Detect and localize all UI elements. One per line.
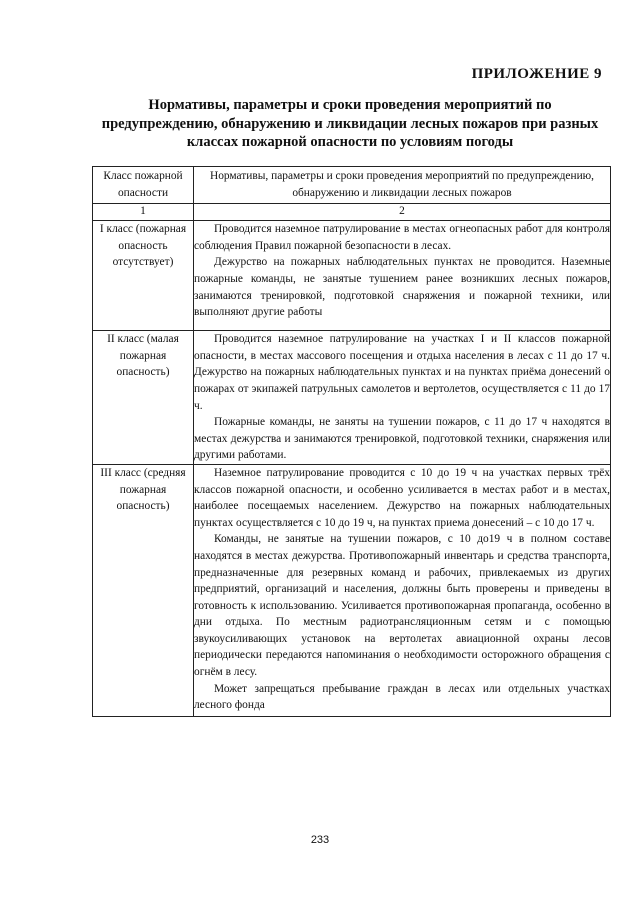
danger-class-cell (93, 464, 194, 716)
danger-class-label: II класс (малая пожарная опасность) (107, 333, 179, 379)
table-row (93, 464, 611, 716)
document-title: Нормативы, параметры и сроки проведения мероприятий по предупреждению, обнаружению и ликвидации лесных пожаров при разных классах пожарной опасности по условиям погоды (101, 97, 599, 150)
fire-danger-table (92, 166, 611, 717)
page-number: 233 (310, 834, 330, 846)
measures-paragraph: Наземное патрулирование проводится с 10 до 19 ч на участках первых трёх классов пожарной опасности, и особенно усиливается в местах работ и в местах, наиболее посещаемых населением. Дежурство на пожарных наблюдательных пунктах осуществляется с 10 до 19 ч, на пунктах приема донесений – с 10 до 17 ч. (194, 466, 610, 529)
header-class-cell (93, 167, 194, 204)
header-class-text: Класс пожарной опасности (103, 170, 183, 199)
table-header-row (93, 167, 611, 204)
danger-class-label: III класс (средняя пожарная опасность) (100, 466, 186, 513)
measures-cell (194, 221, 611, 331)
header-norms-text: Нормативы, параметры и сроки проведения мероприятий по предупреждению, обнаружению и ликвидации лесных пожаров (209, 170, 595, 199)
measures-paragraph: Проводится наземное патрулирование в местах огнеопасных работ для контроля соблюдения Правил пожарной безопасности в лесах. (194, 223, 610, 252)
measures-cell (194, 464, 611, 716)
danger-class-cell (93, 331, 194, 465)
measures-paragraph: Пожарные команды, не заняты на тушении пожаров, с 11 до 17 ч находятся в местах дежурства и занимаются тренировкой, подготовкой техники, снаряжения или другими работами. (194, 416, 610, 462)
appendix-label: ПРИЛОЖЕНИЕ 9 (471, 66, 602, 82)
header-norms-cell (194, 167, 611, 204)
table-row (93, 331, 611, 465)
column-number-2: 2 (194, 204, 611, 221)
measures-paragraph: Дежурство на пожарных наблюдательных пунктах не проводится. Наземные пожарные команды, не занятые тушением ранее возникших лесных пожаров, занимаются тренировкой, подготовкой снаряжения и пожарной техники, или выполняют другие работы (194, 256, 610, 319)
measures-paragraph: Может запрещаться пребывание граждан в лесах или отдельных участках лесного фонда (194, 682, 610, 712)
danger-class-label: I класс (пожарная опасность отсутствует) (99, 223, 187, 269)
danger-class-cell (93, 221, 194, 331)
measures-paragraph: Проводится наземное патрулирование на участках I и II классов пожарной опасности, в местах массового посещения и отдыха населения в лесах с 11 до 17 ч. Дежурство на пожарных наблюдательных пунктах и на пунктах приёма донесений о пожарах от экипажей патрульных самолетов и вертолетов, осуществляется с 11 до 17 ч. (194, 333, 610, 412)
measures-cell (194, 331, 611, 465)
table-row (93, 221, 611, 331)
column-number-row (93, 204, 611, 221)
column-number-1: 1 (93, 204, 194, 221)
measures-paragraph: Команды, не занятые на тушении пожаров, с 10 до19 ч в полном составе находятся в местах дежурства. Противопожарный инвентарь и средства транспорта, предназначенные для резервных команд и рабочих, привлекаемых из других предприятий, организаций и населения, должны быть проверены и приведены в готовность к использованию. Усиливается противопожарная пропаганда, особенно в дни отдыха. По местным радиотрансляционным сетям и с помощью звукоусиливающих установок на вертолетах авиационной охраны лесов периодически передаются напоминания о необходимости осторожного обращения с огнём в лесу. (194, 533, 610, 679)
